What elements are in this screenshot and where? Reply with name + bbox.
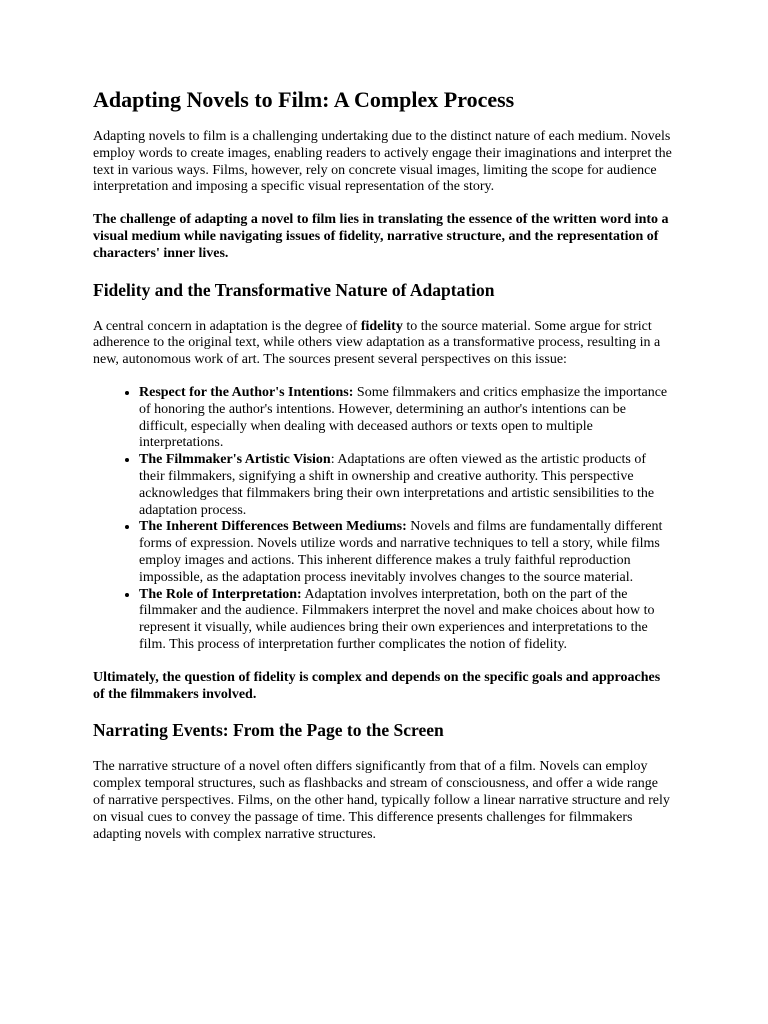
- page-title: Adapting Novels to Film: A Complex Process: [93, 87, 515, 112]
- list-item-term: The Role of Interpretation:: [139, 586, 302, 602]
- list-item-term: The Filmmaker's Artistic Vision: [139, 452, 331, 468]
- fidelity-text-before: A central concern in adaptation is the degree of: [93, 318, 361, 334]
- fidelity-paragraph: [93, 319, 672, 369]
- list-item-text: Novels and films are fundamentally different forms of expression. Novels utilize words and narrative techniques to tell a story, while films employ images and actions. This inherent difference makes a truly faithful reproduction impossible, as the adaptation process inevitably involves changes to the source material.: [139, 519, 663, 585]
- perspectives-list: [93, 385, 672, 654]
- narrating-paragraph: The narrative structure of a novel often differs significantly from that of a film. Novels can employ complex temporal structures, such as flashbacks and stream of consciousness, and offer a wide range of narrative perspectives. Films, on the other hand, typically follow a linear narrative structure and rely on visual cues to convey the passage of time. This difference presents challenges for filmmakers adapting novels with complex narrative structures.: [93, 759, 670, 842]
- list-item-text: : Adaptations are often viewed as the artistic products of their filmmakers, signifying a shift in ownership and creative authority. This perspective acknowledges that filmmakers bring their own interpretations and artistic sensibilities to the adaptation process.: [139, 452, 655, 518]
- list-item: [139, 452, 672, 519]
- fidelity-term: fidelity: [360, 318, 403, 334]
- list-item: [139, 587, 672, 654]
- list-item: [139, 519, 672, 586]
- list-item-text: Adaptation involves interpretation, both on the part of the filmmaker and the audience. Filmmakers interpret the novel and make choices about how to represent it visually, while audiences bring their own experiences and interpretations to the film. This process of interpretation further complicates the notion of fidelity.: [139, 586, 655, 652]
- list-item-term: The Inherent Differences Between Mediums:: [139, 519, 407, 535]
- section-heading-narrating: Narrating Events: From the Page to the Screen: [93, 720, 444, 741]
- list-item-term: Respect for the Author's Intentions:: [139, 384, 354, 400]
- intro-paragraph: Adapting novels to film is a challenging undertaking due to the distinct nature of each medium. Novels employ words to create images, enabling readers to actively engage their imaginations and interpret the text in various ways. Films, however, rely on concrete visual images, limiting the scope for audience interpretation and imposing a specific visual representation of the story.: [93, 129, 672, 195]
- section-heading-fidelity: Fidelity and the Transformative Nature of Adaptation: [93, 279, 495, 300]
- fidelity-text-after: to the source material. Some argue for strict adherence to the original text, while others view adaptation as a transformative process, resulting in a new, autonomous work of art. The sources present several perspectives on this issue:: [93, 318, 661, 368]
- list-item-text: Some filmmakers and critics emphasize the importance of honoring the author's intentions. However, determining an author's intentions can be difficult, especially when dealing with deceased authors or texts open to multiple interpretations.: [139, 384, 668, 451]
- fidelity-conclusion: Ultimately, the question of fidelity is complex and depends on the specific goals and approaches of the filmmakers involved.: [93, 669, 661, 702]
- list-item: [139, 385, 672, 452]
- thesis-paragraph: The challenge of adapting a novel to film lies in translating the essence of the written word into a visual medium while navigating issues of fidelity, narrative structure, and the representation of characters' inner lives.: [93, 212, 669, 261]
